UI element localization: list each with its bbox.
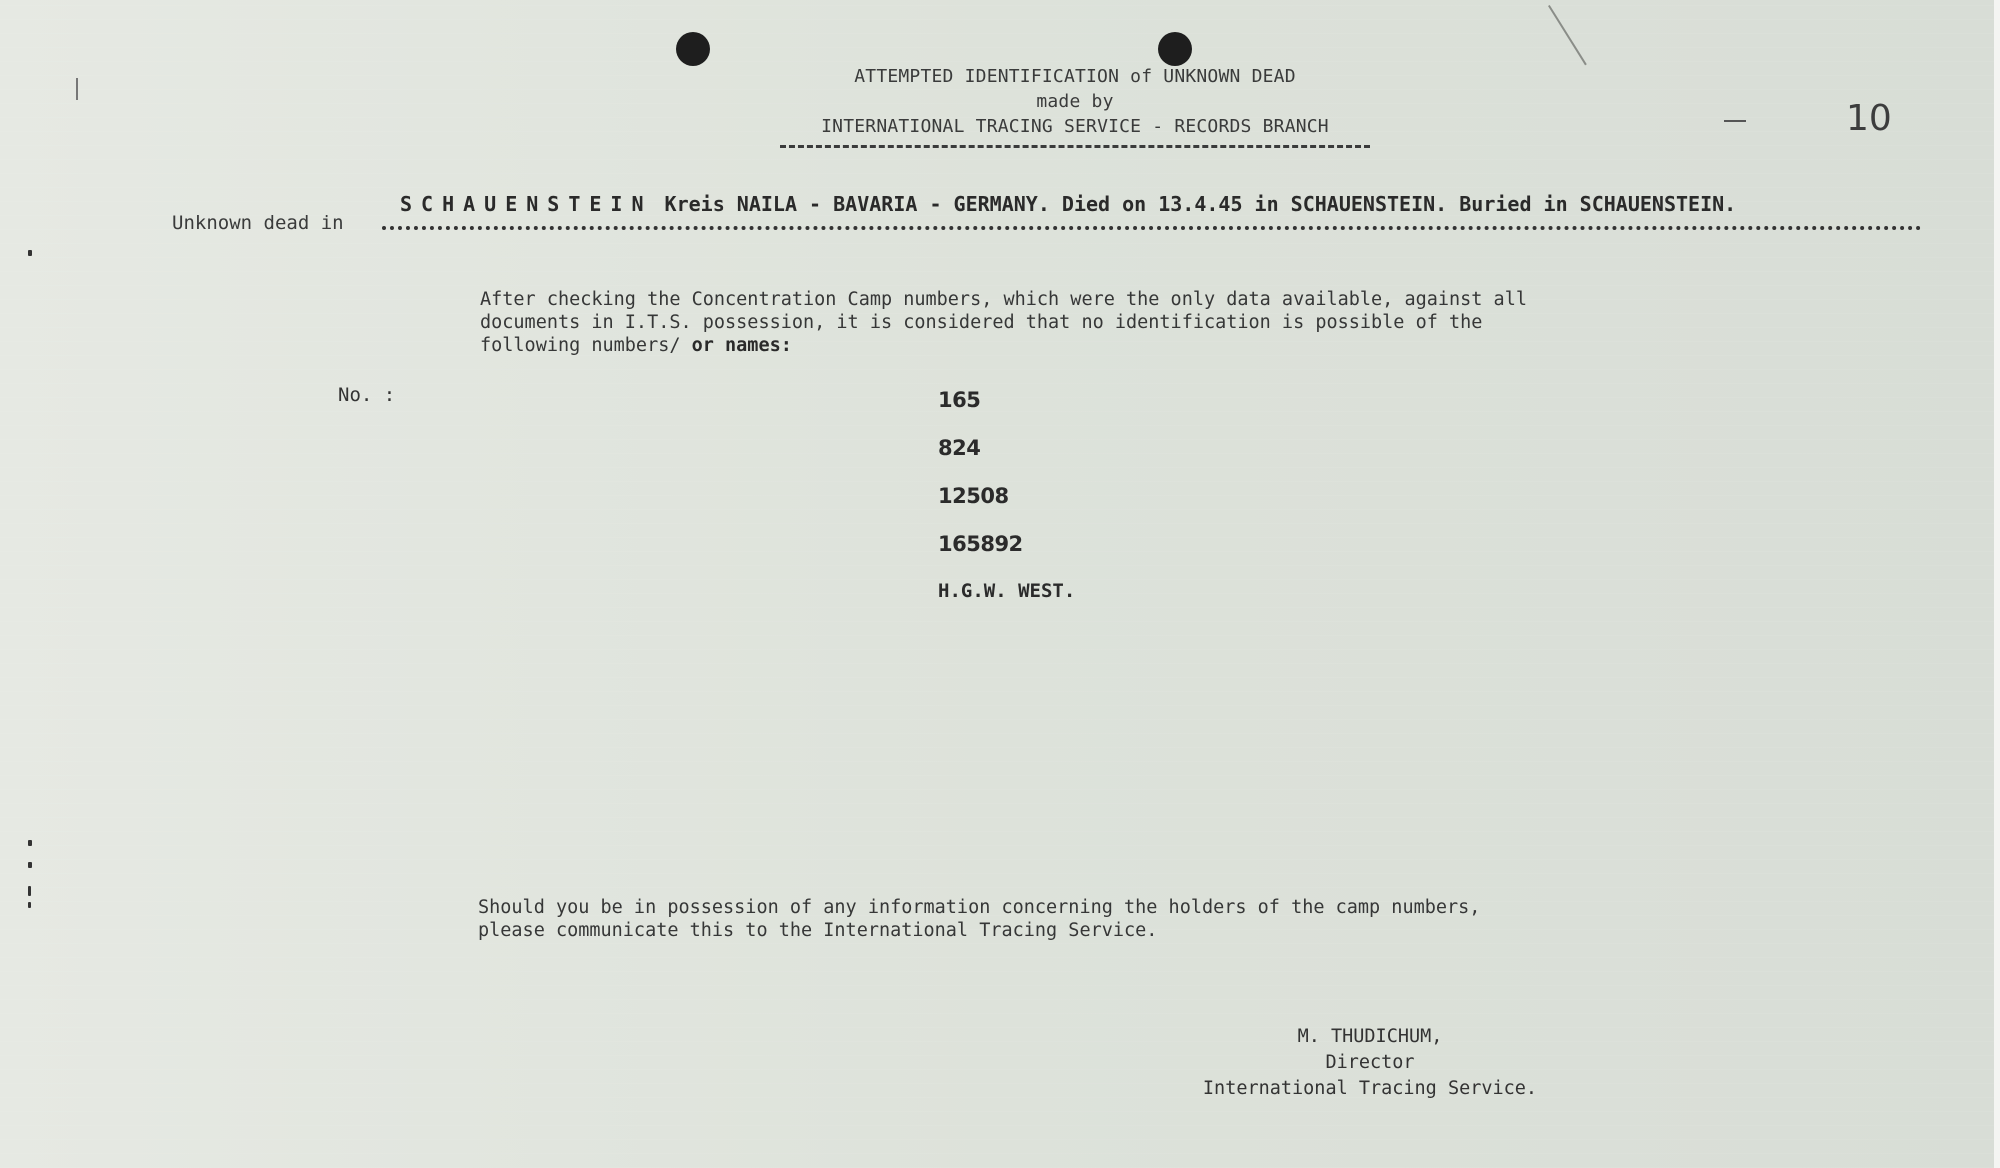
- closing-line-1: Should you be in possession of any information concerning the holders of the camp numbers,: [478, 897, 1481, 918]
- header-underline: [780, 145, 1370, 148]
- intro-line-3-start: following numbers/: [480, 335, 681, 356]
- paper-crease: [1548, 5, 1587, 65]
- header-organization: INTERNATIONAL TRACING SERVICE - RECORDS BRANCH: [821, 116, 1329, 137]
- list-item: 165: [938, 388, 981, 412]
- place-name: SCHAUENSTEIN: [400, 192, 653, 216]
- unknown-dead-label: Unknown dead in: [172, 212, 344, 234]
- list-item: 165892: [938, 532, 1023, 556]
- header-made-by: made by: [1036, 91, 1114, 112]
- paper-edge: [1994, 0, 2000, 1168]
- punch-hole-left: [676, 32, 710, 66]
- intro-line-2: documents in I.T.S. possession, it is considered that no identification is possible of the: [480, 312, 1483, 333]
- margin-mark: [28, 250, 32, 256]
- list-item: 12508: [938, 484, 1009, 508]
- signatory-title: Director: [1325, 1052, 1415, 1073]
- intro-line-3-end: or names:: [680, 335, 792, 356]
- margin-tick: [76, 78, 78, 100]
- margin-mark: [28, 902, 31, 908]
- header-title: ATTEMPTED IDENTIFICATION of UNKNOWN DEAD: [854, 66, 1296, 87]
- page-number: 10: [1846, 98, 1892, 139]
- list-item: H.G.W. WEST.: [938, 580, 1076, 602]
- unknown-dead-line: [172, 192, 1912, 242]
- list-item: 824: [938, 436, 981, 460]
- intro-paragraph: [480, 288, 1527, 357]
- closing-line-2: please communicate this to the International Tracing Service.: [478, 920, 1158, 941]
- signature-block: [1150, 1024, 1590, 1102]
- closing-paragraph: [478, 896, 1480, 942]
- place-details: Kreis NAILA - BAVARIA - GERMANY. Died on 13.4.45 in SCHAUENSTEIN. Buried in SCHAUENSTEIN.: [664, 192, 1737, 216]
- document-header: [760, 64, 1390, 148]
- margin-mark: [28, 862, 32, 868]
- margin-mark: [28, 840, 32, 846]
- dotted-fill-line: [382, 226, 1922, 230]
- intro-line-1: After checking the Concentration Camp numbers, which were the only data available, against all: [480, 289, 1527, 310]
- punch-hole-right: [1158, 32, 1192, 66]
- numbers-label: No. :: [338, 384, 396, 406]
- entries-list: [938, 388, 1075, 628]
- unknown-dead-location: [400, 192, 1736, 216]
- margin-mark: [28, 886, 31, 896]
- intro-line-3: [480, 334, 1527, 357]
- signatory-organization: International Tracing Service.: [1202, 1078, 1538, 1099]
- signatory-name: M. THUDICHUM,: [1297, 1026, 1443, 1047]
- dash-mark: [1724, 120, 1746, 122]
